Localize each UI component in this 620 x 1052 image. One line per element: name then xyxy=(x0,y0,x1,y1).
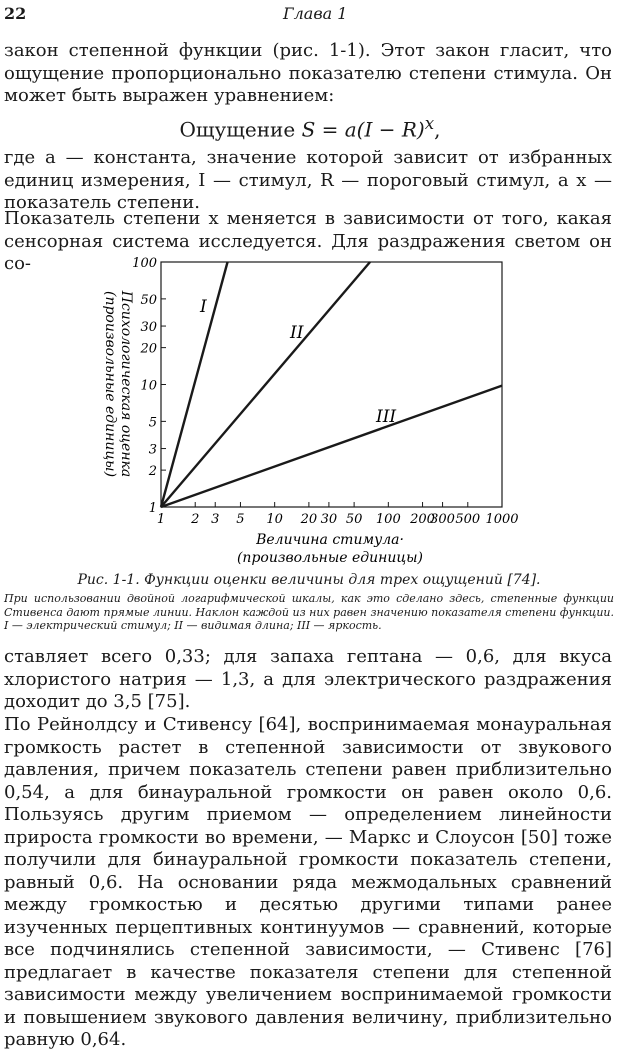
paragraph-1: закон степенной функции (рис. 1-1). Этот закон гласит, что ощущение пропорционально показателю степени стимула. Он может быть выражен уравнением: xyxy=(4,40,612,106)
x-tick-label: 1 xyxy=(156,512,166,527)
x-tick-label: 100 xyxy=(375,512,401,527)
y-tick-label: 30 xyxy=(140,320,157,336)
y-tick-label: 100 xyxy=(132,256,157,271)
x-axis-label-line-2: (произвольные единицы) xyxy=(236,550,424,566)
x-tick-label: 20 xyxy=(300,512,318,527)
y-tick-label: 20 xyxy=(140,341,157,357)
equation-word: Ощущение xyxy=(179,117,296,142)
series-label-I: I xyxy=(200,297,207,317)
x-tick-label: 30 xyxy=(320,512,338,527)
series-label-III: III xyxy=(376,407,397,427)
x-tick-label: 200 xyxy=(410,512,435,527)
x-tick-label: 300 xyxy=(430,512,455,527)
x-axis-label-line-1: Величина стимула· xyxy=(256,532,404,548)
figure-caption: Рис. 1-1. Функции оценки величины для трех ощущений [74]. xyxy=(77,572,541,588)
paragraph-2: где a — константа, значение которой зависит от избранных единиц измерения, I — стимул, R — пороговый стимул, а x — показатель степени. xyxy=(4,147,612,213)
y-tick-label: 50 xyxy=(140,292,157,308)
paragraph-3: Показатель степени x меняется в зависимости от того, какая сенсорная система исследуется. Для раздражения светом он со- xyxy=(4,208,612,274)
chapter-title: Глава 1 xyxy=(283,4,348,23)
equation xyxy=(0,114,620,142)
x-tick-label: 1000 xyxy=(485,512,519,527)
figure-1-1-chart xyxy=(0,252,620,572)
y-tick-label: 2 xyxy=(148,464,157,480)
y-tick-label: 3 xyxy=(148,442,157,458)
plot-frame xyxy=(161,262,502,507)
y-tick-label: 5 xyxy=(148,415,157,431)
figure-caption-note: При использовании двойной логарифмической шкалы, как это сделано здесь, степенные функции Стивенса дают прямые линии. Наклон каждой из них равен значению показателя степени функции. I — электрический стимул; II — видимая длина; III — яркость. xyxy=(4,592,614,632)
series-line-I xyxy=(161,262,228,507)
y-tick-label: 1 xyxy=(148,501,157,516)
paragraph-5: По Рейнолдсу и Стивенсу [64], воспринимаемая монауральная громкость растет в степенной зависимости от звукового давления, причем показатель степени равен приблизительно 0,54, а для бинауральной громкости он равен около 0,6. Пользуясь другим приемом — определением линейности прироста громкости во времени, — Маркс и Слоусон [50] тоже получили для бинауральной громкости показатель степени, равный 0,6. На основании ряда межмодальных сравнений между громкостью и десятью другими типами ранее изученных перцептивных континуумов — сравнений, которые все подчинялись степенной зависимости, — Стивенс [76] предлагает в качестве показателя степени для степенной зависимости между увеличением воспринимаемой громкости и повышением звукового давления величину, приблизительно равную 0,64. xyxy=(4,714,612,1050)
page-number: 22 xyxy=(4,4,27,23)
x-tick-label: 50 xyxy=(345,512,363,527)
y-axis-label-line-1: Психологическая оценка xyxy=(118,290,134,478)
x-tick-label: 5 xyxy=(236,512,245,527)
series-label-II: II xyxy=(290,323,304,343)
equation-exponent: x xyxy=(424,114,435,133)
equation-formula: S = a(I − R) xyxy=(301,117,425,142)
equation-comma: , xyxy=(434,117,441,142)
y-axis-label-line-2: (произвольные единицы) xyxy=(102,290,118,478)
x-tick-label: 500 xyxy=(455,512,481,527)
y-tick-label: 10 xyxy=(140,378,157,394)
paragraph-4: ставляет всего 0,33; для запаха гептана — 0,6, для вкуса хлористого натрия — 1,3, а для электрического раздражения доходит до 3,5 [75]. xyxy=(4,646,612,712)
x-tick-label: 3 xyxy=(211,512,220,527)
x-tick-label: 2 xyxy=(191,512,200,527)
x-tick-label: 10 xyxy=(266,512,283,527)
